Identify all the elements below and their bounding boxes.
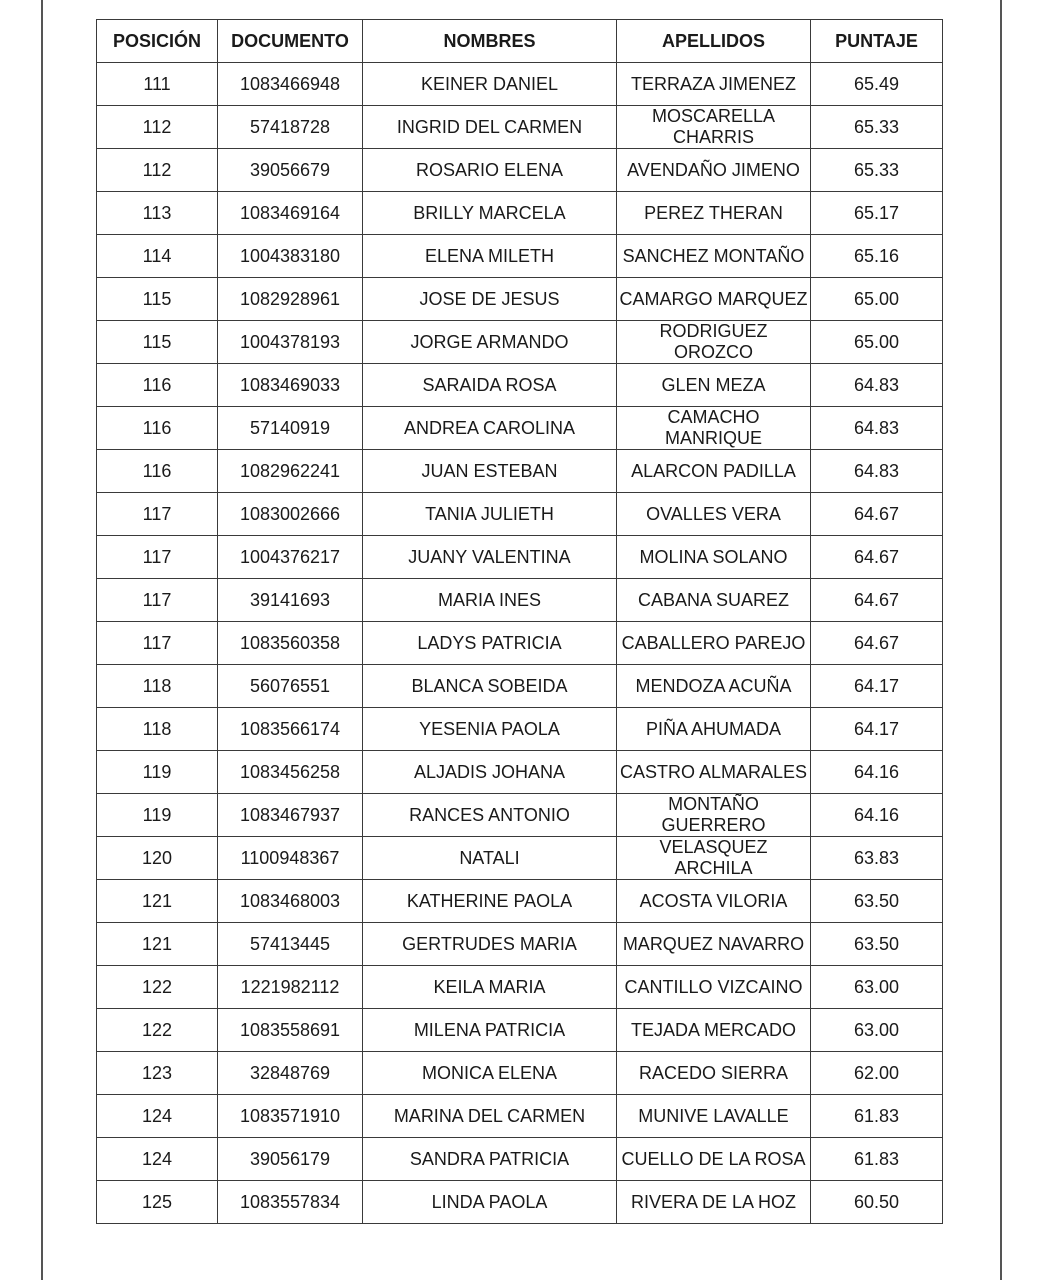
cell-posicion: 113: [97, 192, 218, 235]
cell-posicion: 123: [97, 1052, 218, 1095]
cell-documento: 57140919: [218, 407, 363, 450]
cell-apellidos: ALARCON PADILLA: [617, 450, 811, 493]
cell-documento: 1083466948: [218, 63, 363, 106]
cell-apellidos: CABALLERO PAREJO: [617, 622, 811, 665]
table-row: [97, 1138, 943, 1181]
cell-nombres: NATALI: [363, 837, 617, 880]
cell-nombres: SANDRA PATRICIA: [363, 1138, 617, 1181]
table-row: [97, 106, 943, 149]
cell-posicion: 121: [97, 880, 218, 923]
cell-puntaje: 63.83: [811, 837, 943, 880]
cell-posicion: 117: [97, 493, 218, 536]
cell-apellidos: TEJADA MERCADO: [617, 1009, 811, 1052]
cell-puntaje: 64.83: [811, 407, 943, 450]
cell-documento: 39056679: [218, 149, 363, 192]
cell-apellidos: OVALLES VERA: [617, 493, 811, 536]
cell-documento: 1004376217: [218, 536, 363, 579]
cell-apellidos: TERRAZA JIMENEZ: [617, 63, 811, 106]
table-row: [97, 1181, 943, 1224]
results-table: [96, 19, 943, 1224]
header-posicion: POSICIÓN: [97, 20, 218, 63]
cell-posicion: 117: [97, 622, 218, 665]
table-row: [97, 1052, 943, 1095]
cell-apellidos: MARQUEZ NAVARRO: [617, 923, 811, 966]
cell-posicion: 117: [97, 536, 218, 579]
cell-apellidos: CAMARGO MARQUEZ: [617, 278, 811, 321]
cell-documento: 1083469033: [218, 364, 363, 407]
header-apellidos: APELLIDOS: [617, 20, 811, 63]
cell-posicion: 121: [97, 923, 218, 966]
cell-posicion: 118: [97, 708, 218, 751]
header-puntaje: PUNTAJE: [811, 20, 943, 63]
cell-documento: 1100948367: [218, 837, 363, 880]
cell-puntaje: 64.16: [811, 794, 943, 837]
cell-puntaje: 63.50: [811, 880, 943, 923]
cell-documento: 1083468003: [218, 880, 363, 923]
cell-nombres: ALJADIS JOHANA: [363, 751, 617, 794]
table-row: [97, 1095, 943, 1138]
table-row: [97, 536, 943, 579]
cell-documento: 32848769: [218, 1052, 363, 1095]
cell-apellidos: MOLINA SOLANO: [617, 536, 811, 579]
cell-posicion: 116: [97, 407, 218, 450]
cell-puntaje: 60.50: [811, 1181, 943, 1224]
cell-nombres: KATHERINE PAOLA: [363, 880, 617, 923]
cell-apellidos: CUELLO DE LA ROSA: [617, 1138, 811, 1181]
cell-nombres: ROSARIO ELENA: [363, 149, 617, 192]
cell-puntaje: 64.83: [811, 364, 943, 407]
table-row: [97, 407, 943, 450]
cell-apellidos: MONTAÑO GUERRERO: [617, 794, 811, 837]
cell-documento: 1083467937: [218, 794, 363, 837]
table-row: [97, 364, 943, 407]
cell-documento: 1004383180: [218, 235, 363, 278]
cell-apellidos: MUNIVE LAVALLE: [617, 1095, 811, 1138]
cell-apellidos: GLEN MEZA: [617, 364, 811, 407]
cell-apellidos: PIÑA AHUMADA: [617, 708, 811, 751]
cell-nombres: RANCES ANTONIO: [363, 794, 617, 837]
table-row: [97, 149, 943, 192]
table-row: [97, 622, 943, 665]
table-row: [97, 1009, 943, 1052]
cell-puntaje: 64.16: [811, 751, 943, 794]
cell-documento: 1221982112: [218, 966, 363, 1009]
cell-apellidos: VELASQUEZ ARCHILA: [617, 837, 811, 880]
header-nombres: NOMBRES: [363, 20, 617, 63]
table-row: [97, 321, 943, 364]
cell-puntaje: 64.67: [811, 536, 943, 579]
cell-posicion: 116: [97, 450, 218, 493]
table-row: [97, 278, 943, 321]
cell-puntaje: 65.17: [811, 192, 943, 235]
cell-documento: 39056179: [218, 1138, 363, 1181]
cell-posicion: 119: [97, 794, 218, 837]
cell-documento: 1083456258: [218, 751, 363, 794]
cell-puntaje: 65.33: [811, 106, 943, 149]
cell-documento: 39141693: [218, 579, 363, 622]
cell-nombres: LINDA PAOLA: [363, 1181, 617, 1224]
cell-nombres: YESENIA PAOLA: [363, 708, 617, 751]
cell-posicion: 122: [97, 1009, 218, 1052]
table-row: [97, 235, 943, 278]
cell-posicion: 112: [97, 106, 218, 149]
cell-nombres: JUAN ESTEBAN: [363, 450, 617, 493]
cell-documento: 1083469164: [218, 192, 363, 235]
cell-puntaje: 64.17: [811, 708, 943, 751]
cell-posicion: 114: [97, 235, 218, 278]
cell-posicion: 124: [97, 1095, 218, 1138]
cell-documento: 1083566174: [218, 708, 363, 751]
table-row: [97, 63, 943, 106]
table-row: [97, 880, 943, 923]
cell-nombres: GERTRUDES MARIA: [363, 923, 617, 966]
cell-puntaje: 61.83: [811, 1138, 943, 1181]
cell-nombres: TANIA JULIETH: [363, 493, 617, 536]
table-row: [97, 966, 943, 1009]
cell-apellidos: MENDOZA ACUÑA: [617, 665, 811, 708]
cell-nombres: MONICA ELENA: [363, 1052, 617, 1095]
cell-posicion: 117: [97, 579, 218, 622]
cell-documento: 1083560358: [218, 622, 363, 665]
table-row: [97, 192, 943, 235]
cell-posicion: 124: [97, 1138, 218, 1181]
cell-documento: 1004378193: [218, 321, 363, 364]
cell-nombres: MARIA INES: [363, 579, 617, 622]
cell-nombres: JORGE ARMANDO: [363, 321, 617, 364]
cell-puntaje: 65.49: [811, 63, 943, 106]
cell-nombres: LADYS PATRICIA: [363, 622, 617, 665]
cell-posicion: 115: [97, 278, 218, 321]
cell-apellidos: ACOSTA VILORIA: [617, 880, 811, 923]
cell-posicion: 125: [97, 1181, 218, 1224]
cell-puntaje: 64.67: [811, 579, 943, 622]
cell-nombres: JUANY VALENTINA: [363, 536, 617, 579]
cell-posicion: 116: [97, 364, 218, 407]
header-documento: DOCUMENTO: [218, 20, 363, 63]
table-header-row: [97, 20, 943, 63]
cell-puntaje: 63.00: [811, 966, 943, 1009]
table-body: [97, 63, 943, 1224]
cell-puntaje: 64.83: [811, 450, 943, 493]
cell-apellidos: AVENDAÑO JIMENO: [617, 149, 811, 192]
cell-posicion: 120: [97, 837, 218, 880]
cell-puntaje: 65.00: [811, 278, 943, 321]
cell-documento: 1082962241: [218, 450, 363, 493]
cell-puntaje: 64.67: [811, 493, 943, 536]
cell-nombres: ANDREA CAROLINA: [363, 407, 617, 450]
cell-nombres: BLANCA SOBEIDA: [363, 665, 617, 708]
table-row: [97, 837, 943, 880]
cell-nombres: BRILLY MARCELA: [363, 192, 617, 235]
table-row: [97, 794, 943, 837]
cell-puntaje: 63.00: [811, 1009, 943, 1052]
cell-documento: 1083557834: [218, 1181, 363, 1224]
cell-apellidos: CABANA SUAREZ: [617, 579, 811, 622]
cell-posicion: 115: [97, 321, 218, 364]
cell-apellidos: SANCHEZ MONTAÑO: [617, 235, 811, 278]
table-row: [97, 665, 943, 708]
cell-posicion: 112: [97, 149, 218, 192]
cell-nombres: SARAIDA ROSA: [363, 364, 617, 407]
cell-nombres: INGRID DEL CARMEN: [363, 106, 617, 149]
cell-puntaje: 62.00: [811, 1052, 943, 1095]
cell-apellidos: CANTILLO VIZCAINO: [617, 966, 811, 1009]
cell-documento: 1083571910: [218, 1095, 363, 1138]
cell-documento: 1082928961: [218, 278, 363, 321]
cell-apellidos: RIVERA DE LA HOZ: [617, 1181, 811, 1224]
cell-documento: 57413445: [218, 923, 363, 966]
cell-puntaje: 64.17: [811, 665, 943, 708]
cell-puntaje: 63.50: [811, 923, 943, 966]
cell-nombres: ELENA MILETH: [363, 235, 617, 278]
cell-documento: 1083002666: [218, 493, 363, 536]
table-row: [97, 708, 943, 751]
cell-documento: 56076551: [218, 665, 363, 708]
table-row: [97, 493, 943, 536]
cell-nombres: MARINA DEL CARMEN: [363, 1095, 617, 1138]
cell-nombres: KEILA MARIA: [363, 966, 617, 1009]
cell-posicion: 122: [97, 966, 218, 1009]
cell-posicion: 119: [97, 751, 218, 794]
cell-apellidos: CASTRO ALMARALES: [617, 751, 811, 794]
table-row: [97, 450, 943, 493]
cell-documento: 57418728: [218, 106, 363, 149]
cell-puntaje: 61.83: [811, 1095, 943, 1138]
table-row: [97, 579, 943, 622]
cell-puntaje: 65.33: [811, 149, 943, 192]
cell-puntaje: 64.67: [811, 622, 943, 665]
cell-puntaje: 65.16: [811, 235, 943, 278]
cell-puntaje: 65.00: [811, 321, 943, 364]
cell-apellidos: CAMACHO MANRIQUE: [617, 407, 811, 450]
cell-documento: 1083558691: [218, 1009, 363, 1052]
cell-posicion: 118: [97, 665, 218, 708]
cell-apellidos: MOSCARELLA CHARRIS: [617, 106, 811, 149]
cell-nombres: KEINER DANIEL: [363, 63, 617, 106]
cell-nombres: MILENA PATRICIA: [363, 1009, 617, 1052]
table-row: [97, 751, 943, 794]
cell-nombres: JOSE DE JESUS: [363, 278, 617, 321]
cell-apellidos: RODRIGUEZ OROZCO: [617, 321, 811, 364]
cell-apellidos: RACEDO SIERRA: [617, 1052, 811, 1095]
cell-apellidos: PEREZ THERAN: [617, 192, 811, 235]
table-row: [97, 923, 943, 966]
cell-posicion: 111: [97, 63, 218, 106]
